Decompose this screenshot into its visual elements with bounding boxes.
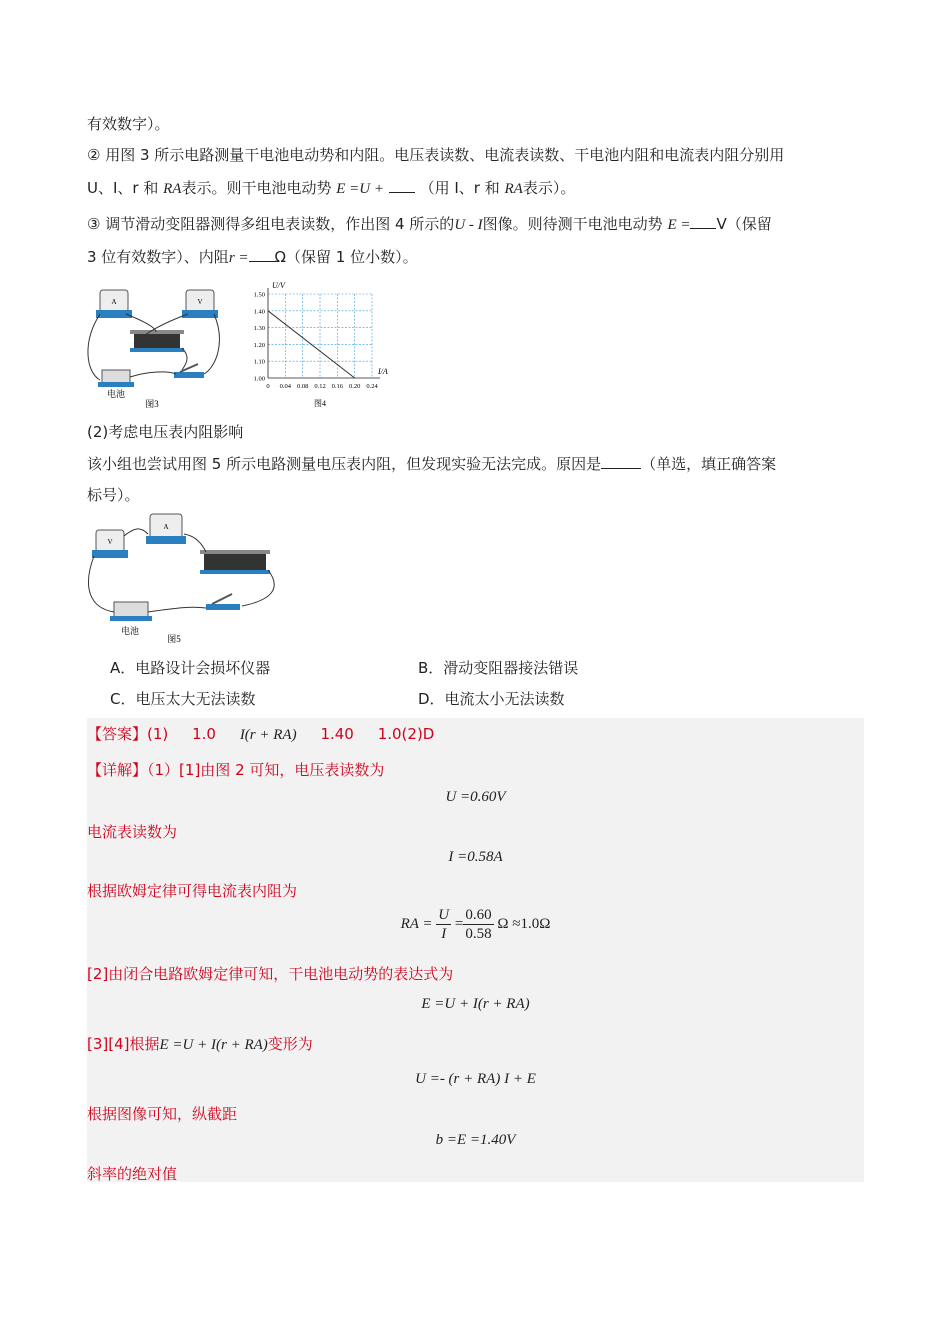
figure-5-circuit	[86, 508, 282, 648]
equation-4: E =U + I(r + RA)	[421, 996, 530, 1012]
option-b[interactable]: B．滑动变阻器接法错误	[418, 659, 579, 677]
equation-6: b =E =1.40V	[435, 1132, 516, 1148]
text-line-4: ③ 调节滑动变阻器测得多组电表读数，作出图 4 所示的U - I图像。则待测干电池电动势 E = V（保留	[87, 215, 772, 233]
answer-line: 【答案】(1) 1.0 I(r + RA) 1.40 1.0(2)D	[87, 725, 435, 743]
x-tick-label: 0.20	[348, 383, 361, 390]
ammeter-label: A	[111, 298, 117, 306]
detail-line-5: [3][4]根据E =U + I(r + RA)变形为	[87, 1035, 313, 1053]
x-tick-label: 0.16	[331, 383, 344, 390]
answer-blank	[389, 178, 415, 193]
text-line-3: U、I、r 和 RA表示。则干电池电动势 E =U + （用 I、r 和 RA表示）。	[87, 179, 576, 197]
x-tick-label: 0.24	[366, 383, 378, 390]
y-tick-label: 1.30	[253, 325, 265, 333]
equation-2: I =0.58A	[448, 849, 503, 865]
figure-5-caption: 图5	[167, 634, 181, 644]
equation-3: RA = $\frac{U}{I}$ = $\frac{0.60}{0.58}$ Ω ≈1.0Ω	[400, 907, 551, 942]
voltmeter-label: V	[197, 298, 203, 306]
y-tick-label: 1.20	[253, 341, 265, 349]
text-line-2: ② 用图 3 所示电路测量干电池电动势和内阻。电压表读数、电流表读数、干电池内阻和电流表内阻分别用	[87, 146, 785, 164]
option-d[interactable]: D．电流太小无法读数	[418, 690, 565, 708]
y-tick-label: 1.00	[253, 375, 265, 383]
equation-1: U =0.60V	[445, 789, 506, 805]
chart-x-axis-label: I/A	[378, 367, 388, 376]
battery-label: 电池	[106, 389, 126, 399]
battery-label: 电池	[120, 626, 140, 636]
answer-blank	[249, 247, 275, 262]
y-tick-label: 1.40	[253, 308, 265, 316]
y-tick-label: 1.50	[253, 291, 265, 299]
detail-line-1: 【详解】（1）[1]由图 2 可知，电压表读数为	[87, 761, 385, 779]
y-tick-label: 1.10	[253, 358, 265, 366]
x-tick-label: 0.04	[279, 383, 292, 390]
detail-line-6: 根据图像可知，纵截距	[87, 1105, 238, 1123]
figure-3-caption: 图3	[145, 399, 159, 409]
x-tick-label: 0.08	[296, 383, 309, 390]
ammeter-label: A	[163, 523, 169, 531]
option-c[interactable]: C．电压太大无法读数	[110, 690, 256, 708]
text-line-5: 3 位有效数字）、内阻r = Ω（保留 1 位小数）。	[87, 248, 418, 266]
option-a[interactable]: A．电路设计会损坏仪器	[110, 659, 271, 677]
text-line-7: 标号）。	[87, 486, 140, 504]
figure-4-caption: 图4	[314, 399, 326, 408]
equation-5: U =- (r + RA) I + E	[415, 1071, 536, 1087]
text-line-1: 有效数字）。	[87, 115, 170, 133]
chart-y-axis-label: U/V	[272, 281, 285, 290]
figure-3-circuit	[86, 282, 221, 410]
section-2-heading: (2)考虑电压表内阻影响	[87, 423, 244, 441]
answer-label: 【答案】	[87, 725, 148, 743]
figure-4-chart	[236, 280, 396, 412]
ra-symbol: RA	[163, 181, 182, 197]
answer-blank	[690, 214, 716, 229]
detail-line-2: 电流表读数为	[87, 823, 178, 841]
detail-line-7: 斜率的绝对值	[87, 1165, 178, 1183]
detail-label: 【详解】	[87, 761, 148, 779]
answer-blank	[601, 454, 641, 469]
x-tick-label: 0.12	[314, 383, 326, 390]
voltmeter-label: V	[107, 538, 113, 546]
x-tick-label: 0	[266, 383, 270, 390]
detail-line-3: 根据欧姆定律可得电流表内阻为	[87, 882, 298, 900]
detail-line-4: [2]由闭合电路欧姆定律可知，干电池电动势的表达式为	[87, 965, 454, 983]
text-line-6: 该小组也尝试用图 5 所示电路测量电压表内阻，但发现实验无法完成。原因是 （单选，填正确答案	[87, 455, 777, 473]
